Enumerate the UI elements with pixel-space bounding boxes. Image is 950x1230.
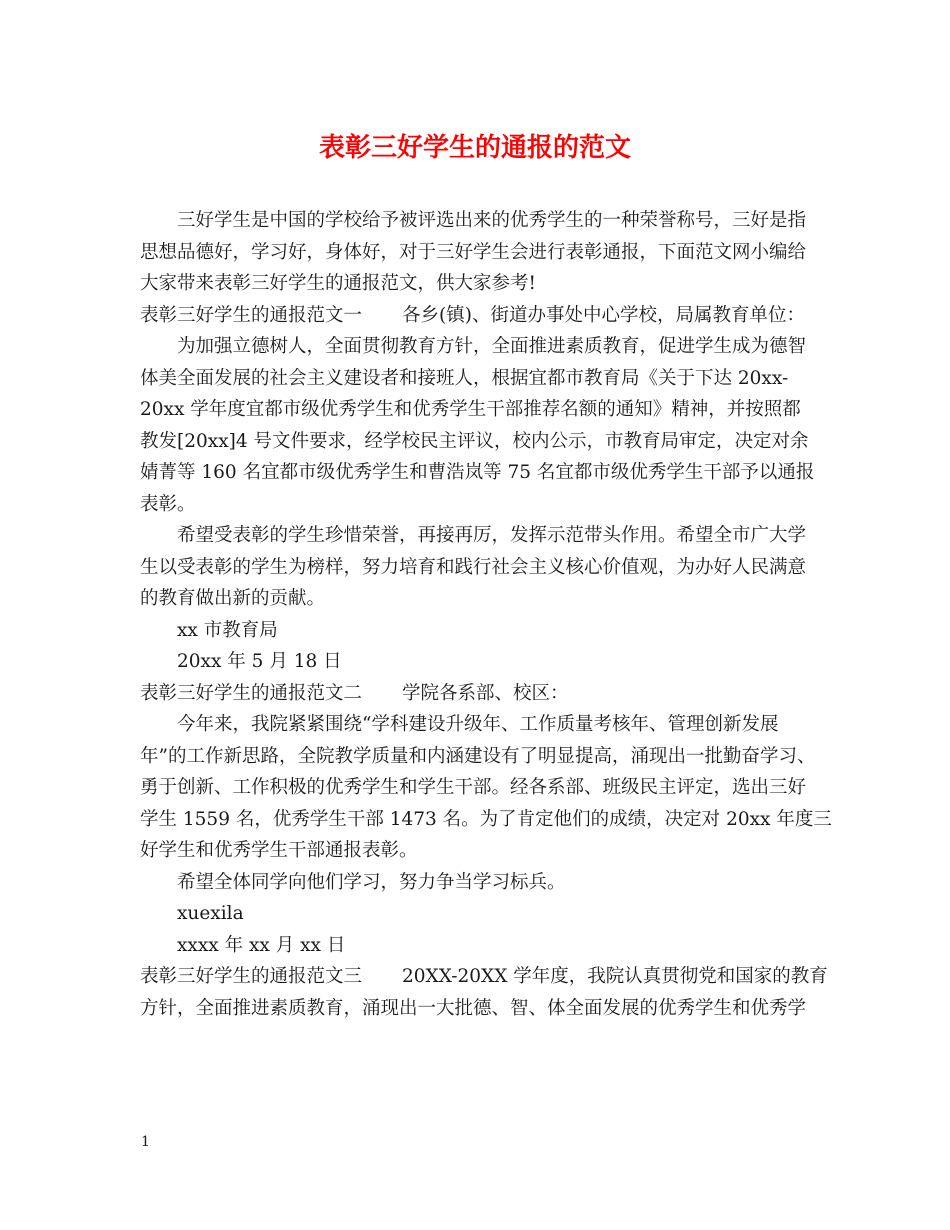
sample1-para1-line: 体美全面发展的社会主义建设者和接班人，根据宜都市教育局《关于下达 20xx- (140, 367, 789, 389)
intro-line: 思想品德好，学习好，身体好，对于三好学生会进行表彰通报，下面范文网小编给 (140, 241, 807, 263)
sample2-para1-line: 好学生和优秀学生干部通报表彰。 (140, 840, 418, 861)
sample1-heading-line (140, 300, 830, 332)
sample2-heading: 表彰三好学生的通报范文二 (140, 682, 363, 704)
intro-line: 三好学生是中国的学校给予被评选出来的优秀学生的一种荣誉称号，三好是指 (177, 210, 807, 231)
sample1-signer: xx 市教育局 (177, 619, 278, 641)
sample3-heading-line (140, 961, 830, 993)
intro-line: 大家带来表彰三好学生的通报范文，供大家参考! (140, 273, 536, 294)
document-title: 表彰三好学生的通报的范文 (318, 133, 631, 163)
sample1-para2-line: 生以受表彰的学生为榜样，努力培育和践行社会主义核心价值观，为办好人民满意 (140, 556, 807, 578)
sample2-signer: xuexila (177, 903, 244, 924)
sample1-date: 20xx 年 5 月 18 日 (177, 651, 342, 672)
sample1-para1-line: 20xx 学年度宜都市级优秀学生和优秀学生干部推荐名额的通知》精神，并按照都 (140, 399, 801, 420)
sample2-heading-line (140, 678, 830, 710)
sample2-para1-line: 勇于创新、工作积极的优秀学生和学生干部。经各系部、班级民主评定，选出三好 (140, 777, 807, 798)
sample1-para1-line: 教发[20xx]4 号文件要求，经学校民主评议，校内公示，市教育局审定，决定对余 (140, 430, 809, 452)
sample2-date: xxxx 年 xx 月 xx 日 (177, 934, 346, 956)
sample2-para1-line: 今年来，我院紧紧围绕“学科建设升级年、工作质量考核年、管理创新发展 (177, 714, 779, 735)
sample2-para2: 希望全体同学向他们学习，努力争当学习标兵。 (177, 871, 566, 893)
sample2-para1-line: 学生 1559 名，优秀学生干部 1473 名。为了肯定他们的成绩，决定对 20xx 年度三 (140, 808, 832, 830)
sample1-addressee: 各乡(镇)、街道办事处中心学校，局属教育单位： (402, 304, 805, 326)
page-number: 1 (141, 1134, 150, 1150)
sample1-para2-line: 希望受表彰的学生珍惜荣誉，再接再厉，发挥示范带头作用。希望全市广大学 (177, 525, 807, 546)
document-body (140, 205, 830, 1024)
sample1-para2-line: 的教育做出新的贡献。 (140, 588, 326, 609)
sample2-para1-line: 年”的工作新思路，全院教学质量和内涵建设有了明显提高，涌现出一批勤奋学习、 (140, 745, 816, 767)
sample1-para1-line: 为加强立德树人，全面贯彻教育方针，全面推进素质教育，促进学生成为德智 (177, 336, 807, 357)
sample1-heading: 表彰三好学生的通报范文一 (140, 304, 363, 326)
sample3-first-line: 20XX-20XX 学年度，我院认真贯彻党和国家的教育 (402, 966, 828, 987)
sample1-para1-line: 表彰。 (140, 493, 196, 515)
sample1-para1-line: 婧菁等 160 名宜都市级优秀学生和曹浩岚等 75 名宜都市级优秀学生干部予以通报 (140, 462, 815, 483)
sample3-cont-line: 方针，全面推进素质教育，涌现出一大批德、智、体全面发展的优秀学生和优秀学 (140, 997, 807, 1019)
sample2-addressee: 学院各系部、校区： (402, 682, 569, 704)
sample3-heading: 表彰三好学生的通报范文三 (140, 966, 363, 987)
